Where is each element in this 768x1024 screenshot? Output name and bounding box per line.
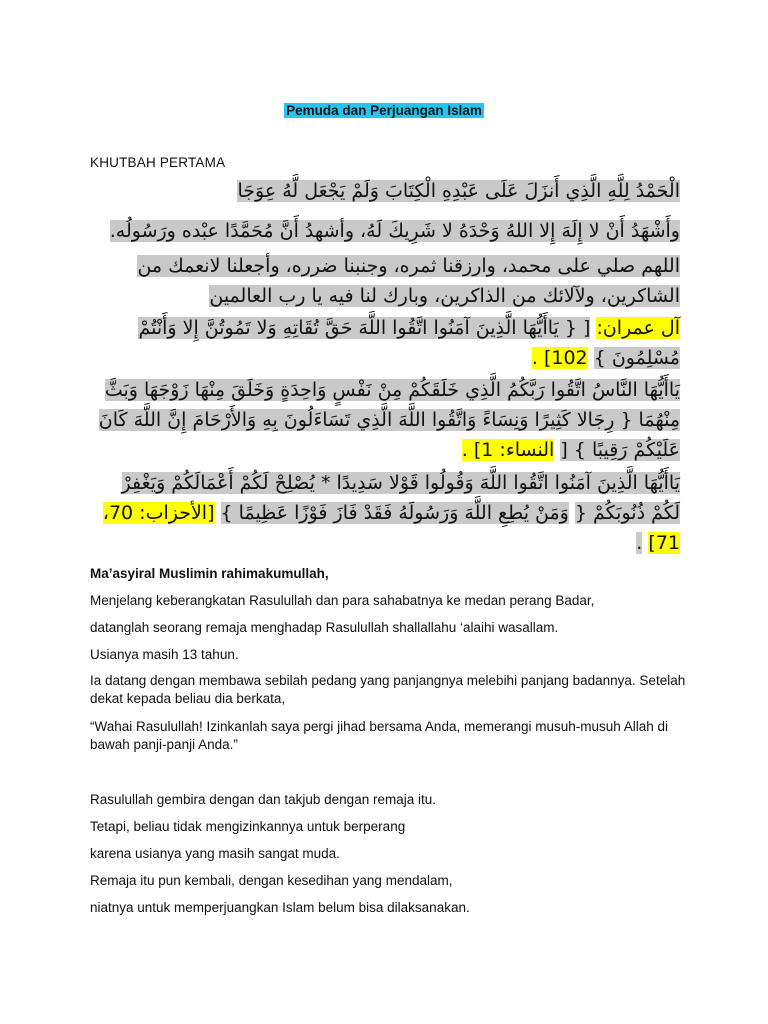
paragraph: Tetapi, beliau tidak mengizinkannya untuk berperang <box>90 819 406 834</box>
arabic-shalawat <box>88 251 680 311</box>
paragraph: Remaja itu pun kembali, dengan kesedihan yang mendalam, <box>90 873 453 888</box>
paragraph: karena usianya yang masih sangat muda. <box>90 846 340 861</box>
paragraph: Usianya masih 13 tahun. <box>90 647 239 662</box>
ali-imran-verse: [ { يَاأَيُّهَا الَّذِينَ آمَنُوا اتَّقُوا اللَّهَ حَقَّ تُقَاتِهِ وَلا تَمُوتُنَّ إِلا وَأَنْتُمْ مُسْلِمُونَ } <box>138 317 680 369</box>
arabic-line-2: وأَشْهَدُ أَنْ لا إِلَهَ إِلا اللهُ وَحْدَهُ لا شَرِيكَ لَهُ، وأشهدُ أَنَّ مُحَمَّدًا عبْده ورَسُولُه. <box>109 220 680 242</box>
al-ahzab-verse-2: وَمَنْ يُطِعِ اللَّهَ وَرَسُولَهُ فَقَدْ فَازَ فَوْزًا عَظِيمًا } <box>220 502 569 524</box>
arabic-hamdalah <box>88 176 680 206</box>
paragraph-greeting: Ma’asyiral Muslimin rahimakumullah, <box>90 566 329 581</box>
arabic-line-3: اللهم صلي على محمد، وارزقنا ثمره، وجنبنا ضرره، وأجعلنا لانعمك من الشاكرين، ولآلائك من الذاكرين، وبارك لنا فيه يا رب العالمين <box>137 255 680 307</box>
ali-imran-reference-end: 102] . <box>531 347 588 369</box>
document-title: Pemuda dan Perjuangan Islam <box>286 103 482 118</box>
paragraph: Rasulullah gembira dengan dan takjub dengan remaja itu. <box>90 792 436 807</box>
paragraph-quote: “Wahai Rasulullah! Izinkanlah saya pergi jihad bersama Anda, memerangi musuh-musuh Allah di bawah panji-panji Anda.” <box>90 719 669 752</box>
ali-imran-reference: آل عمران: <box>596 317 680 339</box>
al-ahzab-verse: يَاأَيُّهَا الَّذِينَ آمَنُوا اتَّقُوا اللَّهَ وَقُولُوا قَوْلا سَدِيدًا * يُصْلِحْ لَكُمْ أَعْمَالَكُمْ وَيَغْفِرْ لَكُمْ ذُنُوبَكُمْ { <box>121 472 680 524</box>
arabic-syahadat <box>88 216 680 246</box>
paragraph: Menjelang keberangkatan Rasulullah dan para sahabatnya ke medan perang Badar, <box>90 593 595 608</box>
arabic-al-ahzab <box>88 468 680 558</box>
an-nisa-reference: النساء: 1] . <box>461 439 555 461</box>
khutbah-heading: KHUTBAH PERTAMA <box>90 155 226 170</box>
paragraph: Ia datang dengan membawa sebilah pedang yang panjangnya melebihi panjang badannya. Setelah dekat kepada beliau dia berkata, <box>90 673 686 706</box>
arabic-line-1: الْحَمْدُ لِلَّهِ الَّذِي أَنزَلَ عَلَى عَبْدِهِ الْكِتَابَ وَلَمْ يَجْعَل لَّهُ عِوَجَا <box>237 180 680 202</box>
al-ahzab-end: . <box>636 532 643 554</box>
paragraph: datanglah seorang remaja menghadap Rasulullah shallallahu ‘alaihi wasallam. <box>90 620 559 635</box>
al-ahzab-reference: [الأحزاب: 70، 71] <box>102 502 680 554</box>
paragraph: niatnya untuk memperjuangkan Islam belum bisa dilaksanakan. <box>90 900 470 915</box>
arabic-ali-imran <box>88 313 680 373</box>
an-nisa-verse: يَاأَيُّهَا النَّاسُ اتَّقُوا رَبَّكُمُ الَّذِي خَلَقَكُمْ مِنْ نَفْسٍ وَاحِدَةٍ وَخَلَقَ مِنْهَا زَوْجَهَا وَبَثَّ مِنْهُمَا { رِجَالا كَثِيرًا وَنِسَاءً وَاتَّقُوا اللَّهَ الَّذِي تَسَاءَلُونَ بِهِ وَالأَرْحَامَ إِنَّ اللَّهَ كَانَ عَلَيْكُمْ رَقِيبًا } [ <box>98 379 680 461</box>
arabic-an-nisa <box>88 375 680 465</box>
